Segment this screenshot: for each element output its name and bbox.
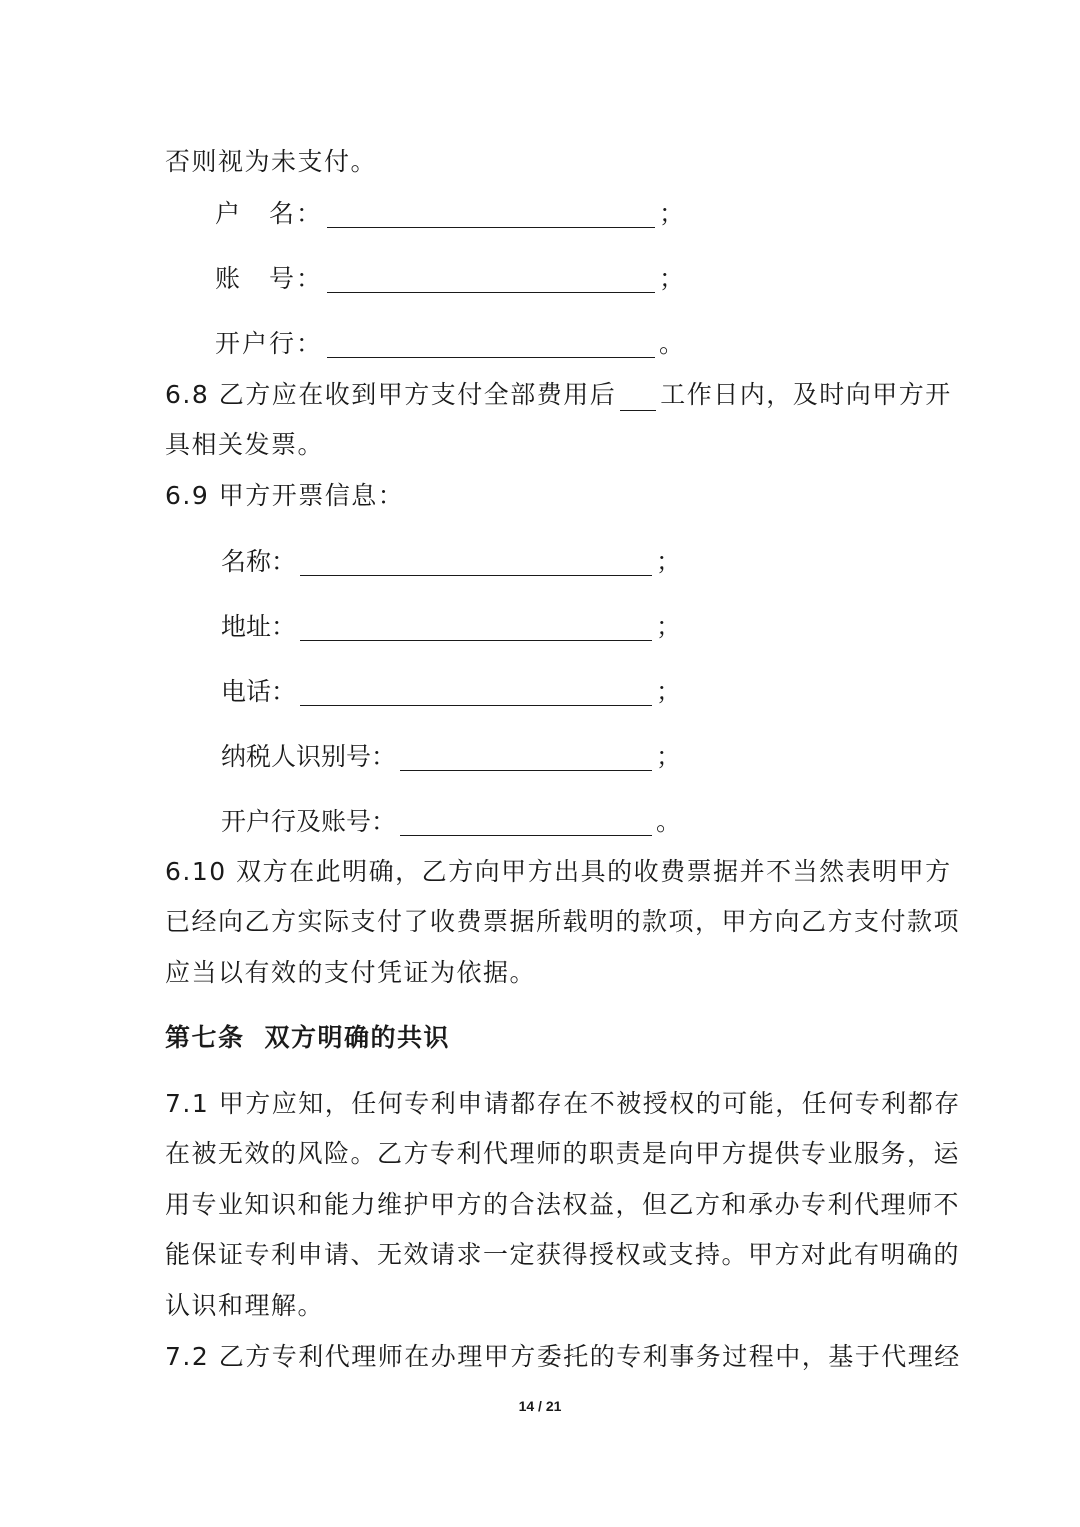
field-label: 名称： [221,547,297,576]
clause-7-1-line-1: 7.1 甲方应知，任何专利申请都存在不被授权的可能，任何专利都存 [165,1089,961,1118]
field-end-punct: ； [656,677,682,706]
bank-field-account-name [215,198,684,230]
section-number: 第七条 [165,1023,245,1052]
fill-blank [300,616,652,641]
clause-text: 6.8 乙方应在收到甲方支付全部费用后 [165,380,617,409]
clause-6-8-line-2: 具相关发票。 [165,430,325,459]
field-end-punct: 。 [659,329,685,358]
paragraph-line: 否则视为未支付。 [165,147,378,176]
clause-7-1-line-2: 在被无效的风险。乙方专利代理师的职责是向甲方提供专业服务，运 [165,1139,961,1168]
field-label: 电话： [221,677,297,706]
fill-blank [400,746,652,771]
field-end-punct: ； [659,199,685,228]
clause-7-1-line-4: 能保证专利申请、无效请求一定获得授权或支持。甲方对此有明确的 [165,1240,961,1269]
field-end-punct: 。 [656,807,682,836]
fill-blank [300,551,652,576]
fill-blank [620,386,656,411]
section-heading [165,1022,450,1054]
clause-6-10-line-2: 已经向乙方实际支付了收费票据所载明的款项，甲方向乙方支付款项 [165,907,961,936]
fill-blank [400,811,652,836]
clause-6-9-heading: 6.9 甲方开票信息： [165,481,405,510]
field-label: 开户行： [215,329,324,358]
invoice-field-name [221,546,681,578]
fill-blank [300,681,652,706]
section-title: 双方明确的共识 [264,1023,451,1052]
bank-field-bank [215,328,684,360]
invoice-field-phone [221,676,681,708]
field-end-punct: ； [659,264,685,293]
page-number: 14 / 21 [518,1398,562,1414]
fill-blank [327,268,655,293]
invoice-field-address [221,611,681,643]
field-end-punct: ； [656,547,682,576]
field-label: 开户行及账号： [221,807,397,836]
clause-text: 工作日内，及时向甲方开 [660,380,952,409]
clause-6-10-line-1: 6.10 双方在此明确，乙方向甲方出具的收费票据并不当然表明甲方 [165,857,952,886]
field-end-punct: ； [656,612,682,641]
clause-7-1-line-5: 认识和理解。 [165,1291,325,1320]
clause-6-8-line-1 [165,379,952,411]
invoice-field-tax-id [221,741,681,773]
invoice-field-bank-account [221,806,681,838]
field-end-punct: ； [656,742,682,771]
bank-field-account-number [215,263,684,295]
clause-6-10-line-3: 应当以有效的支付凭证为依据。 [165,958,537,987]
fill-blank [327,203,655,228]
field-label: 账 号： [215,264,324,293]
field-label: 地址： [221,612,297,641]
clause-7-2-line-1: 7.2 乙方专利代理师在办理甲方委托的专利事务过程中，基于代理经 [165,1342,961,1371]
clause-7-1-line-3: 用专业知识和能力维护甲方的合法权益，但乙方和承办专利代理师不 [165,1190,961,1219]
field-label: 纳税人识别号： [221,742,397,771]
field-label: 户 名： [215,199,324,228]
fill-blank [327,333,655,358]
